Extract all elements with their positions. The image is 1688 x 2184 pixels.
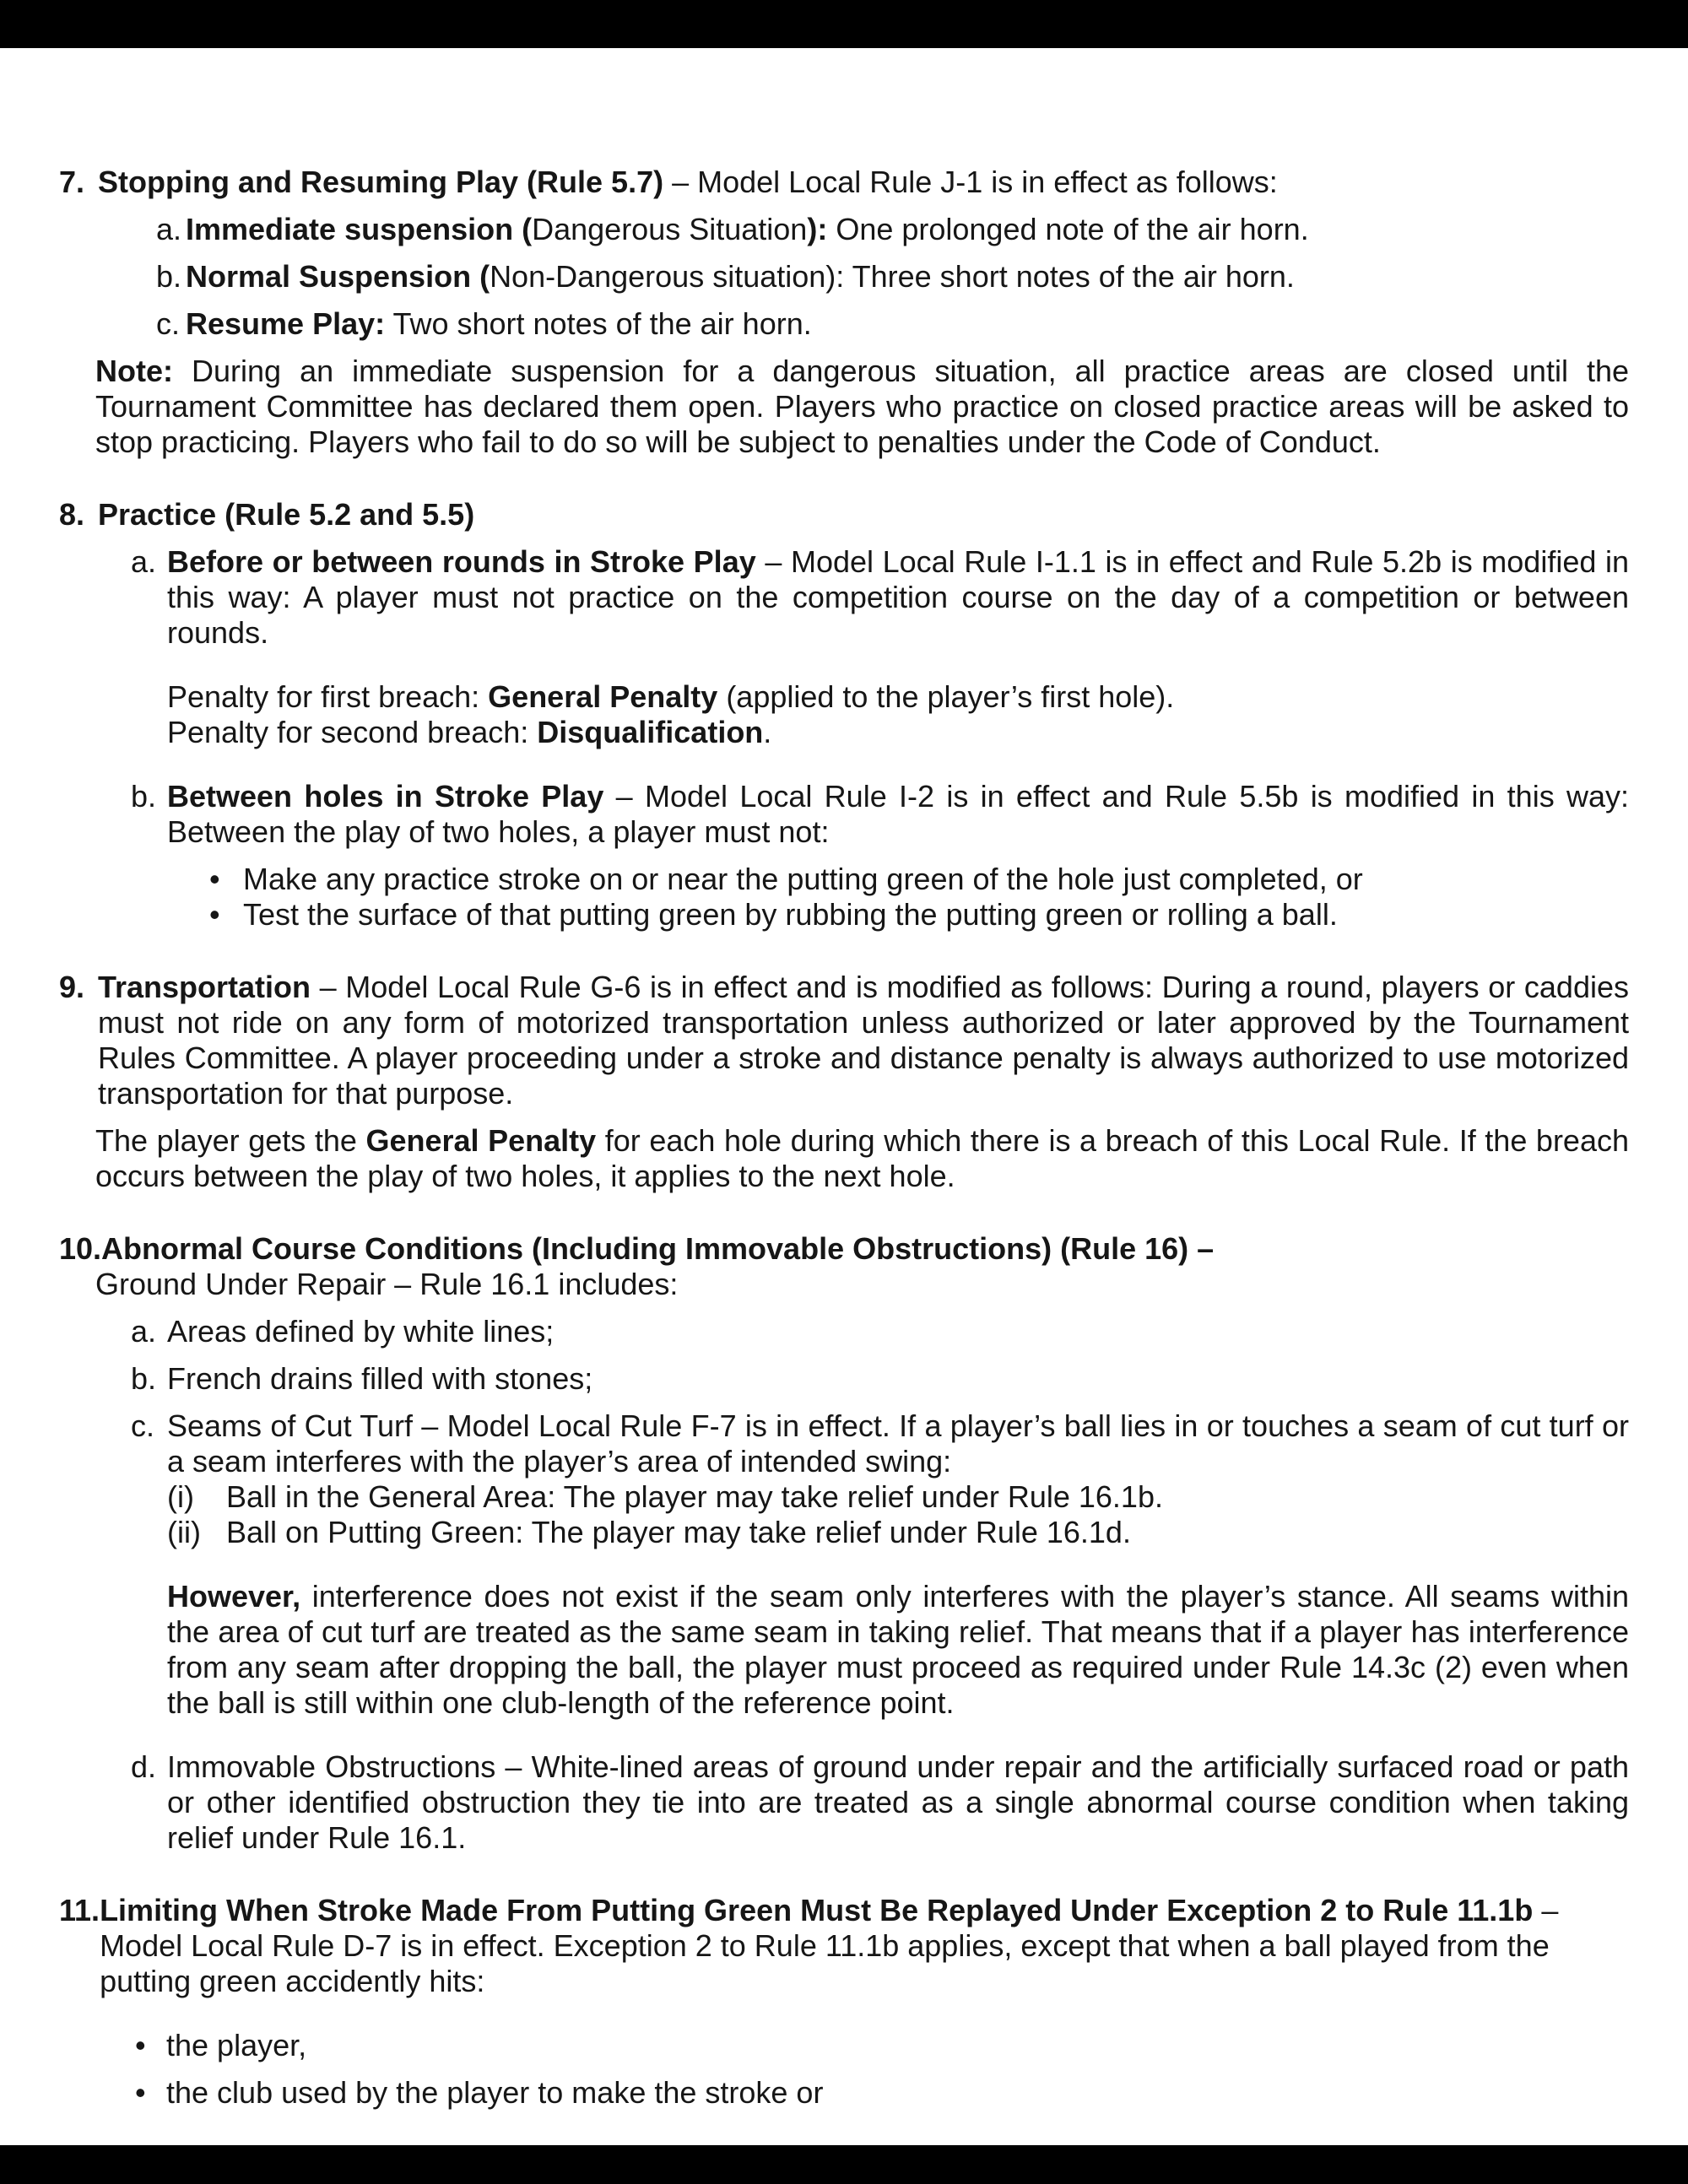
rule-10-however-paragraph [167, 1579, 1629, 1721]
bullet-icon: • [209, 897, 220, 932]
roman-i-text: Ball in the General Area: The player may take relief under Rule 16.1b. [226, 1479, 1163, 1514]
rule-9-paragraph [95, 1123, 1629, 1194]
rule-7-note [95, 354, 1629, 460]
bold-run: General Penalty [365, 1123, 597, 1158]
bullet-text: the club used by the player to make the stroke or [166, 2075, 824, 2110]
rule-8b-text [167, 779, 1629, 850]
roman-ii-marker: (ii) [167, 1515, 201, 1549]
rule-10d-marker: d. [131, 1749, 157, 1784]
rule-9-heading [59, 970, 1629, 1111]
rule-7b-text [186, 259, 1629, 295]
rule-10c-roman-i [167, 1479, 1629, 1515]
rule-10b-marker: b. [131, 1361, 157, 1396]
rule-10b-text: French drains filled with stones; [167, 1361, 593, 1396]
rule-7-number: 7. [59, 165, 85, 199]
top-scan-bar [0, 0, 1688, 48]
rule-8-title-bold: Practice (Rule 5.2 and 5.5) [98, 497, 475, 532]
rule-10-title-bold: Abnormal Course Conditions (Including Immovable Obstructions) (Rule 16) – [101, 1231, 1215, 1266]
bold-run: Normal Suspension ( [186, 259, 490, 294]
note-text: During an immediate suspension for a dangerous situation, all practice areas are closed until the Tournament Committee has declared them open. Players who practice on closed practice areas will be asked to stop practicing. Players who fail to do so will be subject to penalties under the Code of Conduct. [95, 354, 1629, 459]
roman-ii-text: Ball on Putting Green: The player may take relief under Rule 16.1d. [226, 1515, 1131, 1549]
rule-8b [131, 779, 1629, 850]
rule-11-bullet-1 [135, 2028, 1629, 2063]
rule-10a-marker: a. [131, 1314, 157, 1349]
text-run: for each hole during which there is a breach of this Local Rule. If the breach occurs between the play of two holes, it applies to the next hole. [95, 1123, 1629, 1193]
rule-7a-marker: a. [156, 212, 182, 246]
bullet-text: Make any practice stroke on or near the putting green of the hole just completed, or [243, 862, 1363, 896]
rule-10-title [101, 1231, 1629, 1267]
text-run: Dangerous Situation [532, 212, 808, 246]
rule-8b-bullet-1 [209, 862, 1629, 897]
rule-7-title-rest: – Model Local Rule J-1 is in effect as follows: [663, 165, 1278, 199]
text-run: Non-Dangerous situation): Three short notes of the air horn. [490, 259, 1295, 294]
text-run: Penalty for first breach: [167, 679, 489, 714]
rule-7a-text [186, 212, 1629, 247]
rule-10-heading [59, 1231, 1629, 1267]
rule-10-number: 10. [59, 1231, 102, 1266]
rule-8a-marker: a. [131, 544, 157, 579]
text-run: – Model Local Rule I-1.1 is in effect and Rule 5.2b is modified in this way: A player must not practice on the competition course on the day of a competition or between rounds. [167, 544, 1629, 650]
however-label: However, [167, 1579, 301, 1614]
text-run: – Model Local Rule I-2 is in effect and Rule 5.5b is modified in this way: Between the play of two holes, a player must not: [167, 779, 1630, 849]
rule-8b-marker: b. [131, 779, 157, 814]
rule-8-penalty-second [167, 715, 1629, 750]
rule-11-title [100, 1893, 1629, 1999]
text-run: . [763, 715, 772, 749]
rule-8-number: 8. [59, 497, 85, 532]
rule-7c [156, 306, 1629, 342]
bold-run: Immediate suspension ( [186, 212, 533, 246]
rule-10a [131, 1314, 1629, 1349]
bold-run: Disqualification [537, 715, 764, 749]
rule-7c-text [186, 306, 1629, 342]
however-text: interference does not exist if the seam only interferes with the player’s stance. All seams within the area of cut turf are treated as the same seam in taking relief. That means that if a player has interference from any seam after dropping the ball, the player must proceed as required under Rule 14.3c (2) even when the ball is still within one club-length of the reference point. [167, 1579, 1629, 1720]
rule-7b-marker: b. [156, 259, 182, 294]
document-body [0, 48, 1688, 2111]
rule-8-penalty-first [167, 679, 1629, 715]
rule-8-title [98, 497, 1629, 532]
rule-10d [131, 1749, 1629, 1856]
bottom-scan-bar [0, 2145, 1688, 2184]
rule-11-bullet-2 [135, 2075, 1629, 2111]
rule-10c-text: Seams of Cut Turf – Model Local Rule F-7 is in effect. If a player’s ball lies in or touches a seam of cut turf or a seam interferes with the player’s area of intended swing: [167, 1408, 1629, 1479]
rule-9-title-bold: Transportation [98, 970, 311, 1004]
bullet-icon: • [209, 862, 220, 896]
rule-7-title [98, 165, 1629, 200]
rule-11-heading [59, 1893, 1629, 1999]
bullet-icon: • [135, 2028, 146, 2062]
rule-10c-marker: c. [131, 1408, 155, 1443]
bullet-icon: • [135, 2075, 146, 2110]
text-run: One prolonged note of the air horn. [827, 212, 1309, 246]
rule-11-number: 11. [59, 1893, 100, 1927]
rule-7-title-bold: Stopping and Resuming Play (Rule 5.7) [98, 165, 664, 199]
rule-7b [156, 259, 1629, 295]
rule-10c [131, 1408, 1629, 1479]
roman-i-marker: (i) [167, 1479, 194, 1514]
bullet-text: Test the surface of that putting green by rubbing the putting green or rolling a ball. [243, 897, 1338, 932]
rule-8a-text [167, 544, 1629, 651]
bold-run: Between holes in Stroke Play [167, 779, 604, 814]
bold-run: ): [807, 212, 828, 246]
rule-9-number: 9. [59, 970, 85, 1004]
rule-10b [131, 1361, 1629, 1397]
bullet-text: the player, [166, 2028, 307, 2062]
rule-8a [131, 544, 1629, 651]
rule-7a [156, 212, 1629, 247]
rule-11-title-rest: – Model Local Rule D-7 is in effect. Exception 2 to Rule 11.1b applies, except that when a ball played from the putting green accidently hits: [100, 1893, 1559, 1998]
text-run: (applied to the player’s first hole). [717, 679, 1175, 714]
rule-8b-bullet-2 [209, 897, 1629, 933]
bold-run: General Penalty [488, 679, 718, 714]
rule-10d-text: Immovable Obstructions – White-lined areas of ground under repair and the artificially surfaced road or path or other identified obstruction they tie into are treated as a single abnormal course condition when taking relief under Rule 16.1. [167, 1749, 1629, 1855]
rule-7-heading [59, 165, 1629, 200]
rule-10c-roman-ii [167, 1515, 1629, 1550]
bold-run: Before or between rounds in Stroke Play [167, 544, 756, 579]
text-run: The player gets the [95, 1123, 366, 1158]
note-label: Note: [95, 354, 173, 388]
rule-7c-marker: c. [156, 306, 181, 341]
rule-10-subtitle: Ground Under Repair – Rule 16.1 includes: [95, 1267, 679, 1301]
rule-9-title [98, 970, 1629, 1111]
rule-11-title-bold: Limiting When Stroke Made From Putting Green Must Be Replayed Under Exception 2 to Rule 11.1b [100, 1893, 1534, 1927]
rule-10a-text: Areas defined by white lines; [167, 1314, 555, 1349]
rule-9-title-rest: – Model Local Rule G-6 is in effect and is modified as follows: During a round, players or caddies must not ride on any form of motorized transportation unless authorized or later approved by the Tournament Rules Committee. A player proceeding under a stroke and distance penalty is always authorized to use motorized transportation for that purpose. [98, 970, 1629, 1111]
bold-run: Resume Play: [186, 306, 386, 341]
text-run: Two short notes of the air horn. [385, 306, 812, 341]
text-run: Penalty for second breach: [167, 715, 538, 749]
rule-8-heading [59, 497, 1629, 532]
